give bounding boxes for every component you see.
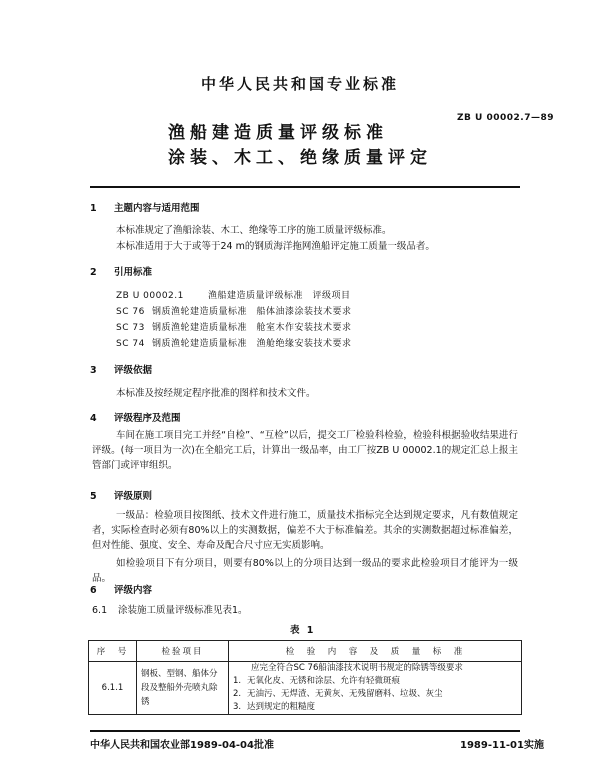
section-number: 5 [90,491,97,502]
requirement-number: 3. [233,702,242,712]
document-category: 中华人民共和国专业标准 [200,75,399,93]
reference-item [116,320,352,333]
reference-title: 渔船建造质量评级标准 评级项目 [208,291,351,301]
table-caption: 表 1 [290,625,316,636]
row-requirements [229,662,522,715]
requirement-item [229,675,521,688]
reference-item [116,304,352,317]
requirement-item [229,701,521,714]
requirement-text: 无氧化皮、无锈和涂层、允许有轻微斑痕 [247,676,401,686]
subsection-6-1 [92,602,248,616]
row-item: 钢板、型钢、船体分段及整船外壳喷丸除锈 [137,662,229,715]
section-5-heading [90,488,152,502]
requirement-item [229,688,521,701]
section-number: 2 [90,267,97,278]
requirement-number: 1. [233,676,242,686]
reference-code: SC 76 [116,307,145,317]
section-6-heading [90,582,152,596]
subsection-number: 6.1 [92,605,108,616]
section-5-paragraph-2: 如检验项目下有分项目，则要有80%以上的分项目达到一级品的要求此检验项目才能评为一级品。 [92,558,518,584]
reference-title: 钢质渔轮建造质量标准 渔舱绝缘安装技术要求 [152,339,352,349]
section-title: 评级程序及范围 [114,413,181,424]
reference-code: ZB U 00002.1 [116,291,184,301]
reference-item [116,336,352,349]
approval-line: 中华人民共和国农业部1989-04-04批准 [90,740,274,751]
requirement-intro: 应完全符合SC 76船油漆技术说明书规定的除锈等级要求 [251,663,463,673]
header-number: 序 号 [89,641,137,662]
implementation-date: 1989-11-01实施 [460,740,544,751]
reference-item [116,288,351,301]
table-header-row [89,641,522,662]
section-2-heading [90,264,152,278]
header-requirements: 检 验 内 容 及 质 量 标 准 [229,641,522,662]
section-3-heading [90,362,152,376]
reference-code: SC 73 [116,323,145,333]
section-1-heading [90,200,200,214]
section-1-paragraph-1: 本标准规定了渔船涂装、木工、绝缘等工序的施工质量评级标准。 [116,225,392,236]
row-number: 6.1.1 [89,662,137,715]
table-row [89,662,522,715]
section-title: 引用标准 [114,267,153,278]
section-title: 评级依据 [114,365,153,376]
title-divider [90,186,520,188]
section-number: 1 [90,203,97,214]
requirement-text: 无油污、无焊渣、无黄灰、无残留磨料、垃圾、灰尘 [247,689,443,699]
header-item: 检验项目 [137,641,229,662]
standard-title-line2: 涂装、木工、绝缘质量评定 [168,148,432,168]
quality-table [88,640,522,715]
section-5-paragraph-1: 一级品：检验项目按图纸、技术文件进行施工，质量技术指标完全达到规定要求，凡有数值规定者，实际检查时必须有80%以上的实测数据，偏差不大于标准偏差。其余的实测数据超过标准偏差，但对性能、强度、安全、寿命及配合尺寸应无实质影响。 [92,510,518,551]
section-number: 6 [90,585,97,596]
standard-number: ZB U 00002.7—89 [457,113,554,123]
subsection-text: 涂装施工质量评级标准见表1。 [118,605,248,616]
reference-title: 钢质渔轮建造质量标准 舱室木作安装技术要求 [152,323,352,333]
section-number: 3 [90,365,97,376]
requirement-number: 2. [233,689,242,699]
requirement-text: 达到规定的粗糙度 [247,702,316,712]
footer-divider [90,730,520,732]
standard-title-line1: 渔船建造质量评级标准 [168,123,388,143]
section-title: 主题内容与适用范围 [114,203,200,214]
section-title: 评级内容 [114,585,153,596]
reference-title: 钢质渔轮建造质量标准 船体油漆涂装技术要求 [152,307,352,317]
section-3-paragraph: 本标准及按经规定程序批准的图样和技术文件。 [116,388,316,399]
section-1-paragraph-2: 本标准适用于大于或等于24 m的钢质海洋拖网渔船评定施工质量一级品者。 [116,241,435,252]
section-4-heading [90,410,181,424]
section-4-paragraph: 车间在施工项目完工并经“自检”、“互检”以后，提交工厂检验科检验，检验科根据验收结果进行评级。(每一项目为一次)在全船完工后，计算出一级品率，由工厂按ZB U 00002.1的规定汇总上报主管部门或评审组织。 [92,430,518,471]
section-number: 4 [90,413,97,424]
reference-code: SC 74 [116,339,145,349]
section-title: 评级原则 [114,491,153,502]
